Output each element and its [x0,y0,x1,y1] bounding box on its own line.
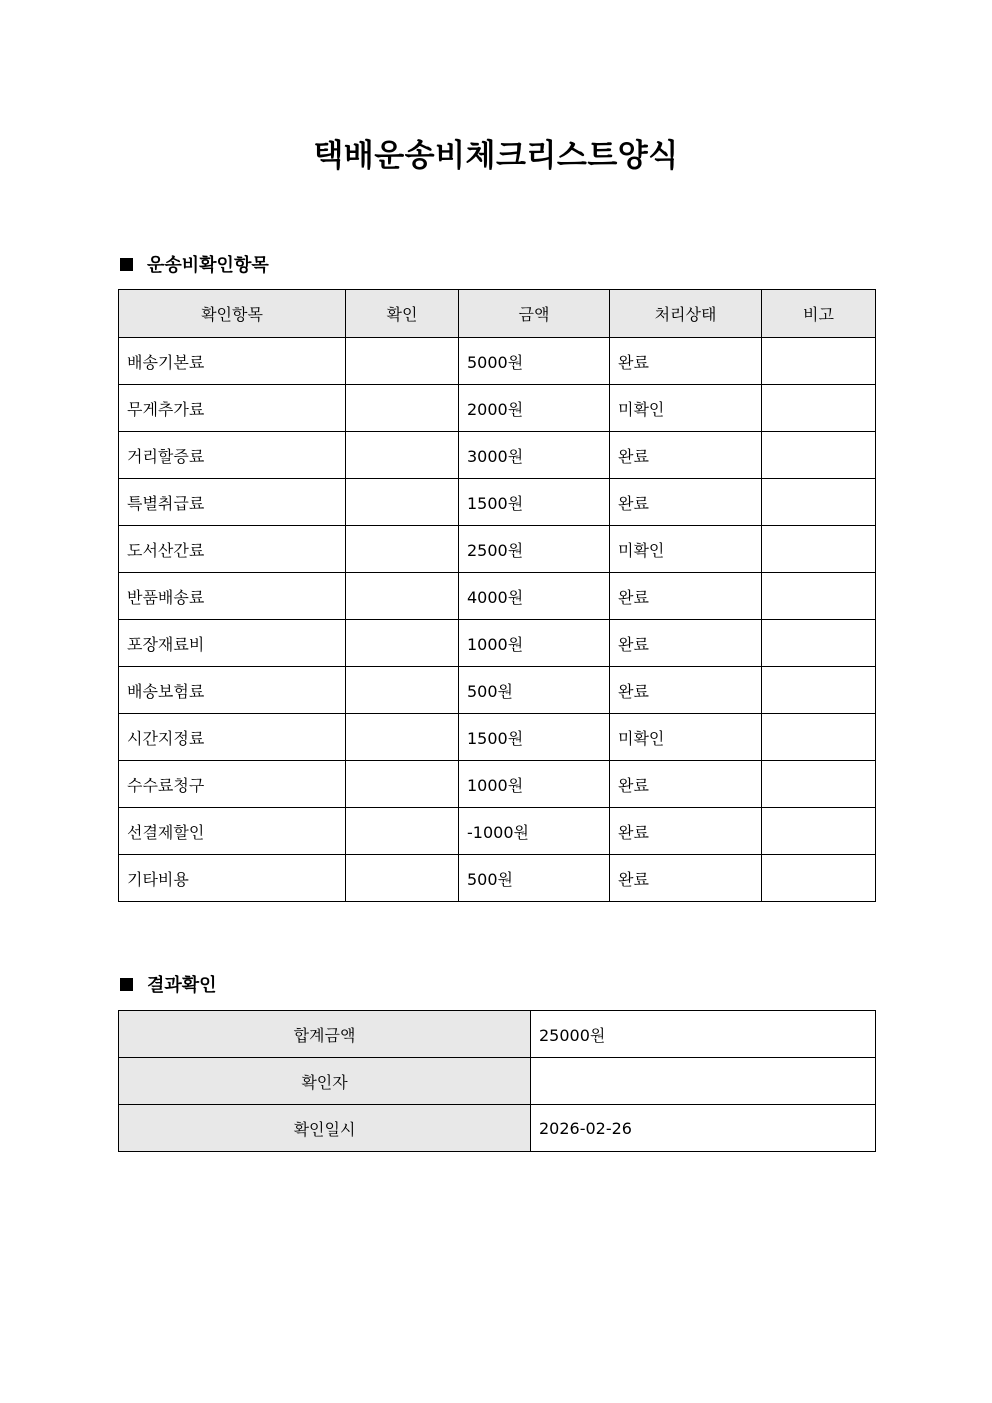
cell-amount: 1000원 [459,761,610,808]
result-table [118,1010,876,1152]
table-row [119,432,876,479]
cell-status: 미확인 [610,526,762,573]
column-header-amount: 금액 [459,290,610,338]
cell-item: 거리할증료 [119,432,346,479]
result-label: 확인자 [119,1058,531,1105]
cell-check [346,808,459,855]
column-header-status: 처리상태 [610,290,762,338]
cell-check [346,620,459,667]
table-row [119,620,876,667]
cell-status: 미확인 [610,385,762,432]
cell-note [762,526,876,573]
cell-amount: 5000원 [459,338,610,385]
result-row [119,1105,876,1152]
shipping-cost-table [118,289,876,902]
cell-note [762,620,876,667]
section-heading-items [118,251,269,277]
cell-check [346,432,459,479]
result-row [119,1058,876,1105]
cell-item: 특별취급료 [119,479,346,526]
cell-amount: 1500원 [459,714,610,761]
cell-item: 도서산간료 [119,526,346,573]
result-value: 2026-02-26 [531,1105,876,1152]
cell-status: 완료 [610,620,762,667]
cell-note [762,385,876,432]
cell-status: 완료 [610,338,762,385]
cell-status: 완료 [610,808,762,855]
cell-note [762,338,876,385]
cell-amount: 500원 [459,667,610,714]
result-label: 합계금액 [119,1011,531,1058]
cell-item: 반품배송료 [119,573,346,620]
cell-item: 무게추가료 [119,385,346,432]
cell-check [346,385,459,432]
cell-item: 배송기본료 [119,338,346,385]
cell-note [762,855,876,902]
cell-item: 배송보험료 [119,667,346,714]
cell-item: 기타비용 [119,855,346,902]
column-header-note: 비고 [762,290,876,338]
cell-note [762,479,876,526]
column-header-check: 확인 [346,290,459,338]
table-row [119,855,876,902]
cell-status: 완료 [610,855,762,902]
cell-amount: 3000원 [459,432,610,479]
cell-status: 완료 [610,479,762,526]
cell-amount: -1000원 [459,808,610,855]
cell-note [762,573,876,620]
cell-item: 시간지정료 [119,714,346,761]
result-value: 25000원 [531,1011,876,1058]
table-row [119,385,876,432]
cell-status: 완료 [610,573,762,620]
table-row [119,761,876,808]
cell-amount: 4000원 [459,573,610,620]
table-row [119,667,876,714]
cell-check [346,338,459,385]
table-row [119,338,876,385]
column-header-item: 확인항목 [119,290,346,338]
result-row [119,1011,876,1058]
cell-status: 완료 [610,761,762,808]
section-heading-result [118,971,217,997]
result-label: 확인일시 [119,1105,531,1152]
cell-status: 미확인 [610,714,762,761]
square-bullet-icon [120,258,133,271]
cell-note [762,432,876,479]
cell-check [346,855,459,902]
cell-status: 완료 [610,667,762,714]
section-heading-label: 운송비확인항목 [147,255,269,276]
cell-check [346,573,459,620]
cell-amount: 2500원 [459,526,610,573]
cell-note [762,667,876,714]
cell-item: 수수료청구 [119,761,346,808]
table-header-row [119,290,876,338]
cell-check [346,667,459,714]
cell-item: 선결제할인 [119,808,346,855]
table-row [119,714,876,761]
cell-amount: 500원 [459,855,610,902]
cell-note [762,761,876,808]
cell-status: 완료 [610,432,762,479]
cell-check [346,714,459,761]
cell-item: 포장재료비 [119,620,346,667]
square-bullet-icon [120,978,133,991]
cell-check [346,526,459,573]
cell-note [762,808,876,855]
cell-amount: 2000원 [459,385,610,432]
cell-amount: 1000원 [459,620,610,667]
cell-note [762,714,876,761]
cell-check [346,479,459,526]
section-heading-label: 결과확인 [147,975,217,996]
table-row [119,526,876,573]
cell-amount: 1500원 [459,479,610,526]
cell-check [346,761,459,808]
table-row [119,479,876,526]
table-row [119,808,876,855]
result-value [531,1058,876,1105]
table-row [119,573,876,620]
page-title: 택배운송비체크리스트양식 [313,138,679,174]
